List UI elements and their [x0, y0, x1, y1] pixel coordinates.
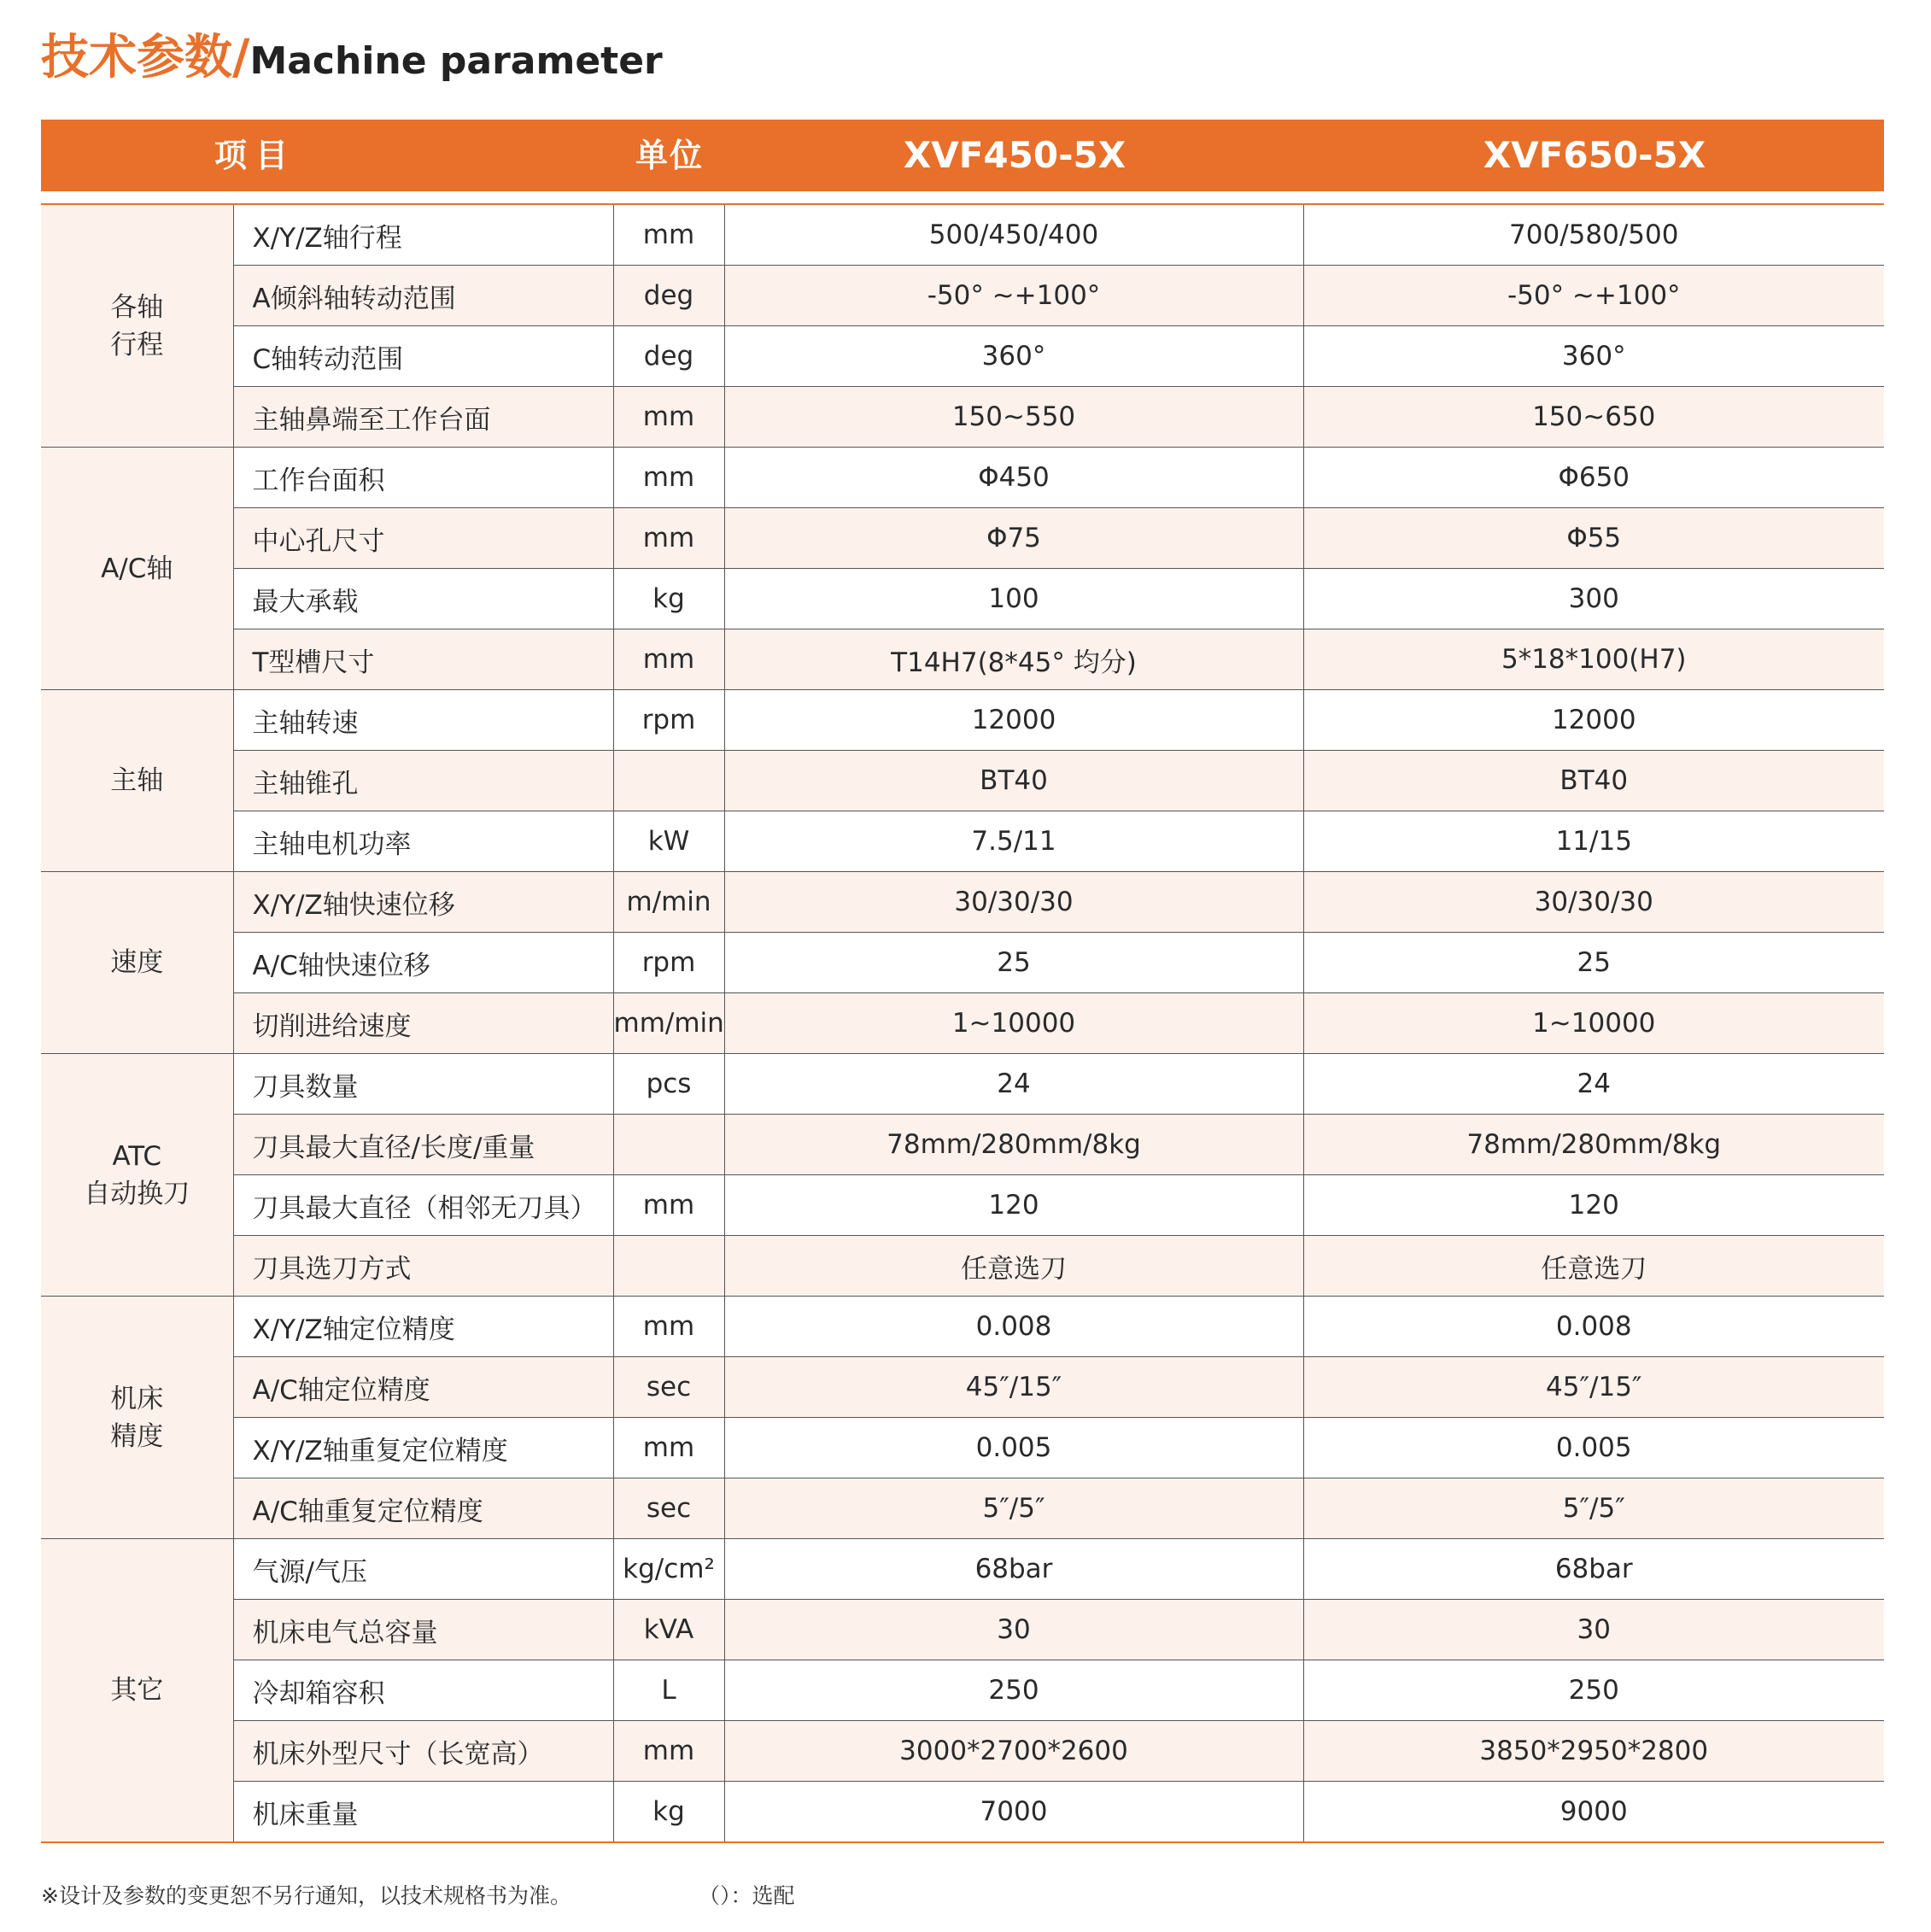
model-1-value-cell: 30/30/30	[724, 872, 1303, 933]
table-row	[41, 326, 1884, 387]
unit-cell: mm/min	[613, 993, 724, 1054]
table-row	[41, 569, 1884, 629]
group-label-line: 各轴	[110, 291, 164, 323]
spec-table	[41, 203, 1884, 1843]
item-name-cell: 工作台面积	[233, 448, 613, 508]
table-row	[41, 933, 1884, 993]
model-2-value-cell: 1~10000	[1303, 993, 1884, 1054]
group-label	[41, 448, 233, 690]
model-1-value-cell: 24	[724, 1054, 1303, 1115]
table-header	[41, 120, 1884, 191]
model-1-value-cell: -50° ~+100°	[724, 266, 1303, 326]
model-1-value-cell: 30	[724, 1600, 1303, 1660]
model-1-value-cell: 7000	[724, 1782, 1303, 1843]
table-row	[41, 1478, 1884, 1539]
table-row	[41, 204, 1884, 266]
unit-cell: kW	[613, 811, 724, 872]
group-label-line: A/C轴	[101, 553, 173, 584]
unit-cell: sec	[613, 1478, 724, 1539]
model-2-value-cell: 3850*2950*2800	[1303, 1721, 1884, 1782]
model-2-value-cell: 250	[1303, 1660, 1884, 1721]
item-name-cell: 刀具数量	[233, 1054, 613, 1115]
unit-cell: kVA	[613, 1600, 724, 1660]
group-label	[41, 872, 233, 1054]
item-name-cell: X/Y/Z轴重复定位精度	[233, 1418, 613, 1478]
item-name-cell: 中心孔尺寸	[233, 508, 613, 569]
group-label-line: 其它	[110, 1675, 164, 1706]
model-1-value-cell: 7.5/11	[724, 811, 1303, 872]
table-row	[41, 872, 1884, 933]
table-row	[41, 629, 1884, 690]
table-row	[41, 508, 1884, 569]
page-title-english: Machine parameter	[249, 39, 663, 83]
item-name-cell: 最大承载	[233, 569, 613, 629]
model-1-value-cell: 150~550	[724, 387, 1303, 448]
footnote-optional-legend: （）：选配	[699, 1883, 795, 1908]
model-2-value-cell: 25	[1303, 933, 1884, 993]
group-label	[41, 690, 233, 872]
item-name-cell: 主轴锥孔	[233, 751, 613, 811]
table-row	[41, 1054, 1884, 1115]
group-label-line: 精度	[110, 1420, 164, 1452]
model-2-value-cell: Φ55	[1303, 508, 1884, 569]
model-1-value-cell: 0.008	[724, 1297, 1303, 1357]
item-name-cell: 刀具最大直径/长度/重量	[233, 1115, 613, 1175]
model-2-value-cell: 任意选刀	[1303, 1236, 1884, 1297]
header-model-2: XVF650-5X	[1483, 134, 1706, 176]
group-label	[41, 204, 233, 448]
unit-cell: mm	[613, 1297, 724, 1357]
model-1-value-cell: 100	[724, 569, 1303, 629]
unit-cell: sec	[613, 1357, 724, 1418]
group-label	[41, 1539, 233, 1843]
table-row	[41, 1539, 1884, 1600]
item-name-cell: 冷却箱容积	[233, 1660, 613, 1721]
model-2-value-cell: 5″/5″	[1303, 1478, 1884, 1539]
model-2-value-cell: Φ650	[1303, 448, 1884, 508]
model-1-value-cell: 5″/5″	[724, 1478, 1303, 1539]
table-row	[41, 1600, 1884, 1660]
model-1-value-cell: 12000	[724, 690, 1303, 751]
model-1-value-cell: 45″/15″	[724, 1357, 1303, 1418]
model-2-value-cell: 150~650	[1303, 387, 1884, 448]
group-label-line: 主轴	[110, 765, 164, 796]
unit-cell: rpm	[613, 933, 724, 993]
model-2-value-cell: 24	[1303, 1054, 1884, 1115]
item-name-cell: A/C轴重复定位精度	[233, 1478, 613, 1539]
table-row	[41, 1236, 1884, 1297]
group-label-line: 自动换刀	[84, 1178, 190, 1209]
spec-table-body	[41, 204, 1884, 1842]
unit-cell: deg	[613, 266, 724, 326]
item-name-cell: 机床重量	[233, 1782, 613, 1843]
table-row	[41, 266, 1884, 326]
item-name-cell: T型槽尺寸	[233, 629, 613, 690]
unit-cell: mm	[613, 1721, 724, 1782]
model-1-value-cell: Φ75	[724, 508, 1303, 569]
group-label-line: 行程	[110, 329, 164, 360]
table-row	[41, 811, 1884, 872]
model-1-value-cell: T14H7(8*45° 均分)	[724, 629, 1303, 690]
item-name-cell: 切削进给速度	[233, 993, 613, 1054]
unit-cell	[613, 751, 724, 811]
model-2-value-cell: 30	[1303, 1600, 1884, 1660]
unit-cell: mm	[613, 1418, 724, 1478]
item-name-cell: 主轴电机功率	[233, 811, 613, 872]
model-1-value-cell: 250	[724, 1660, 1303, 1721]
table-row	[41, 1721, 1884, 1782]
model-2-value-cell: BT40	[1303, 751, 1884, 811]
item-name-cell: 刀具选刀方式	[233, 1236, 613, 1297]
page-title-chinese: 技术参数/	[41, 30, 250, 85]
model-2-value-cell: 120	[1303, 1175, 1884, 1236]
header-item: 项目	[214, 137, 296, 174]
unit-cell: m/min	[613, 872, 724, 933]
item-name-cell: X/Y/Z轴定位精度	[233, 1297, 613, 1357]
group-label-line: 速度	[110, 947, 164, 978]
item-name-cell: A/C轴快速位移	[233, 933, 613, 993]
unit-cell	[613, 1115, 724, 1175]
model-1-value-cell: Φ450	[724, 448, 1303, 508]
unit-cell: deg	[613, 326, 724, 387]
item-name-cell: 气源/气压	[233, 1539, 613, 1600]
item-name-cell: C轴转动范围	[233, 326, 613, 387]
unit-cell: pcs	[613, 1054, 724, 1115]
item-name-cell: 机床电气总容量	[233, 1600, 613, 1660]
model-1-value-cell: 500/450/400	[724, 204, 1303, 266]
model-2-value-cell: 78mm/280mm/8kg	[1303, 1115, 1884, 1175]
model-2-value-cell: 45″/15″	[1303, 1357, 1884, 1418]
unit-cell: mm	[613, 387, 724, 448]
item-name-cell: 刀具最大直径（相邻无刀具）	[233, 1175, 613, 1236]
model-1-value-cell: 68bar	[724, 1539, 1303, 1600]
footnote-note: ※设计及参数的变更恕不另行通知，以技术规格书为准。	[41, 1883, 571, 1908]
unit-cell: mm	[613, 1175, 724, 1236]
model-1-value-cell: 3000*2700*2600	[724, 1721, 1303, 1782]
table-row	[41, 1357, 1884, 1418]
unit-cell: kg/cm²	[613, 1539, 724, 1600]
model-1-value-cell: 120	[724, 1175, 1303, 1236]
group-label-line: ATC	[112, 1140, 162, 1172]
model-2-value-cell: 360°	[1303, 326, 1884, 387]
model-1-value-cell: 78mm/280mm/8kg	[724, 1115, 1303, 1175]
table-row	[41, 690, 1884, 751]
model-1-value-cell: 1~10000	[724, 993, 1303, 1054]
unit-cell: kg	[613, 1782, 724, 1843]
item-name-cell: 机床外型尺寸（长宽高）	[233, 1721, 613, 1782]
page-title	[41, 24, 663, 92]
model-1-value-cell: 360°	[724, 326, 1303, 387]
table-row	[41, 993, 1884, 1054]
model-2-value-cell: 30/30/30	[1303, 872, 1884, 933]
header-model-1: XVF450-5X	[903, 134, 1126, 176]
table-row	[41, 1297, 1884, 1357]
table-row	[41, 448, 1884, 508]
item-name-cell: A/C轴定位精度	[233, 1357, 613, 1418]
model-1-value-cell: BT40	[724, 751, 1303, 811]
group-label-line: 机床	[110, 1383, 164, 1414]
model-2-value-cell: 5*18*100(H7)	[1303, 629, 1884, 690]
table-row	[41, 1660, 1884, 1721]
unit-cell: mm	[613, 448, 724, 508]
table-row	[41, 1115, 1884, 1175]
table-row	[41, 1175, 1884, 1236]
model-2-value-cell: 0.008	[1303, 1297, 1884, 1357]
model-2-value-cell: 11/15	[1303, 811, 1884, 872]
unit-cell	[613, 1236, 724, 1297]
item-name-cell: 主轴鼻端至工作台面	[233, 387, 613, 448]
unit-cell: L	[613, 1660, 724, 1721]
table-row	[41, 751, 1884, 811]
item-name-cell: X/Y/Z轴行程	[233, 204, 613, 266]
group-label	[41, 1297, 233, 1539]
model-2-value-cell: 0.005	[1303, 1418, 1884, 1478]
model-1-value-cell: 任意选刀	[724, 1236, 1303, 1297]
group-label	[41, 1054, 233, 1297]
model-1-value-cell: 25	[724, 933, 1303, 993]
item-name-cell: A倾斜轴转动范围	[233, 266, 613, 326]
model-2-value-cell: 300	[1303, 569, 1884, 629]
header-unit: 单位	[635, 137, 704, 174]
table-row	[41, 1418, 1884, 1478]
unit-cell: mm	[613, 629, 724, 690]
footnote	[41, 1879, 795, 1910]
model-2-value-cell: 700/580/500	[1303, 204, 1884, 266]
item-name-cell: 主轴转速	[233, 690, 613, 751]
unit-cell: kg	[613, 569, 724, 629]
model-2-value-cell: 68bar	[1303, 1539, 1884, 1600]
table-row	[41, 1782, 1884, 1843]
unit-cell: mm	[613, 204, 724, 266]
model-1-value-cell: 0.005	[724, 1418, 1303, 1478]
item-name-cell: X/Y/Z轴快速位移	[233, 872, 613, 933]
model-2-value-cell: -50° ~+100°	[1303, 266, 1884, 326]
unit-cell: rpm	[613, 690, 724, 751]
model-2-value-cell: 9000	[1303, 1782, 1884, 1843]
table-row	[41, 387, 1884, 448]
model-2-value-cell: 12000	[1303, 690, 1884, 751]
unit-cell: mm	[613, 508, 724, 569]
